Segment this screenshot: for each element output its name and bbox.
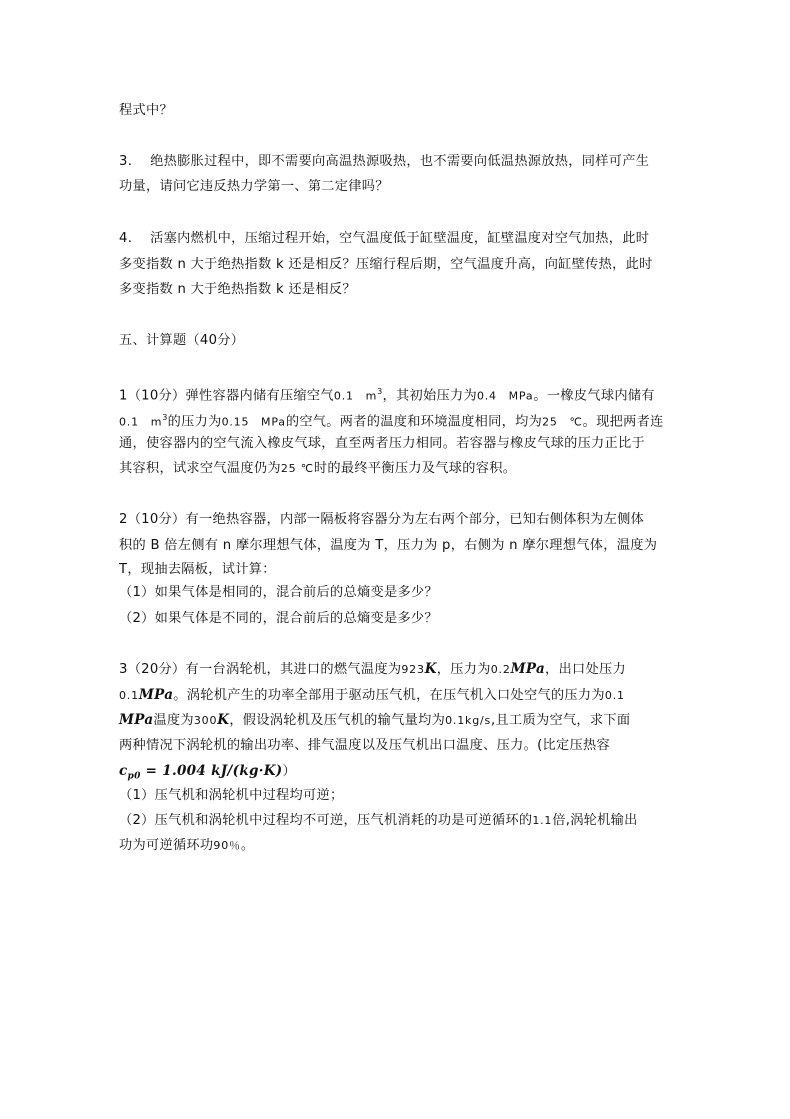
text: 4. 活塞内燃机中，压缩过程开始，空气温度低于缸壁温度，缸壁温度对空气加热，此时 (119, 231, 650, 246)
text: T，现抽去隔板，试计算： (119, 562, 276, 577)
continuation-line (119, 102, 173, 120)
text: 1（10分）弹性容器内储有压缩空气 (119, 388, 334, 404)
problem-3-item-2-line-2 (119, 837, 254, 855)
subscript: p0 (127, 771, 141, 782)
question-3-line-2 (119, 178, 389, 196)
text: 积的 B 倍左侧有 n 摩尔理想气体，温度为 T，压力为 p，右侧为 n 摩尔理想气体，温度为 (119, 538, 658, 553)
text: ） (282, 764, 296, 779)
text: 。一橡皮气球内储有 (533, 388, 655, 404)
text: （2）如果气体是不同的，混合前后的总熵变是多少？ (119, 611, 438, 626)
text: 多变指数 n 大于绝热指数 k 还是相反？压缩行程后期，空气温度升高，向缸壁传热，此时 (119, 257, 653, 272)
problem-2-line-3 (119, 561, 276, 579)
text: 五、计算题（40分） (119, 333, 245, 348)
value: 0.1 (604, 689, 625, 702)
text: （1）压气机和涡轮机中过程均可逆； (119, 788, 344, 803)
value: 923 (401, 663, 425, 676)
value: 0.1 m (119, 415, 163, 429)
unit: K (424, 661, 437, 677)
text: 的压力为 (167, 414, 222, 430)
text: ,且工质为空气，求下面 (491, 713, 631, 728)
question-4-line-2 (119, 256, 653, 274)
unit: MPa (119, 712, 154, 728)
text: 通，使容器内的空气流入橡皮气球，直至两者压力相同。若容器与橡皮气球的压力正比于 (119, 436, 646, 451)
problem-2-line-2 (119, 537, 657, 555)
unit: MPa (138, 687, 174, 703)
question-4-line-3 (119, 281, 356, 299)
value: 0.1 m (333, 389, 378, 403)
text: ，其初始压力为 (382, 388, 477, 404)
text: 2（10分）有一绝热容器，内部一隔板将容器分为左右两个部分，已知右侧体积为左侧体 (119, 512, 645, 527)
problem-3-item-2-line-1 (119, 812, 638, 830)
value: 0.1kg/s (445, 714, 492, 727)
problem-1-line-4 (119, 460, 516, 478)
superscript: 3 (377, 387, 383, 396)
text: 其容积，试求空气温度仍为 (119, 461, 281, 476)
question-3-line-1 (119, 153, 649, 171)
text: 。涡轮机产生的功率全部用于驱动压气机，在压气机入口处空气的压力为 (173, 688, 605, 703)
problem-3-line-2 (119, 686, 625, 705)
text: （1）如果气体是相同的，混合前后的总熵变是多少？ (119, 585, 438, 600)
problem-3-item-1 (119, 787, 344, 805)
text: 。 (240, 838, 255, 853)
unit: K (217, 712, 230, 728)
value: 25 ℃ (280, 462, 314, 475)
specific-heat-formula (119, 763, 283, 782)
text: 功为可逆循环功 (119, 838, 214, 853)
text: ，压力为 (436, 662, 491, 677)
text: ，出口处压力 (545, 662, 626, 677)
text: 温度为 (153, 713, 194, 728)
formula-value: = 1.004 kJ/(kg·K) (140, 763, 283, 779)
value: 1.1 (532, 814, 553, 827)
text: 多变指数 n 大于绝热指数 k 还是相反？ (119, 282, 356, 297)
value: 0.2 (490, 663, 511, 676)
text: 的空气。两者的温度和环境温度相同，均为 (285, 414, 543, 430)
problem-2-item-2 (119, 610, 438, 628)
symbol: c (119, 763, 128, 779)
value: 25 ℃ (542, 415, 583, 429)
problem-3-line-3 (119, 711, 630, 730)
text: 倍,涡轮机输出 (552, 813, 638, 828)
problem-1-line-1 (119, 383, 655, 405)
unit: MPa (510, 661, 546, 677)
value: 0.4 MPa (476, 389, 534, 403)
text: 功量，请问它违反热力学第一、第二定律吗？ (119, 179, 389, 194)
value: 90％ (213, 839, 241, 852)
superscript: 3 (162, 413, 168, 422)
problem-3-formula-line (119, 762, 296, 786)
problem-1-line-3 (119, 435, 645, 453)
text: （2）压气机和涡轮机中过程均不可逆，压气机消耗的功是可逆循环的 (119, 813, 533, 828)
problem-1-line-2 (119, 409, 664, 431)
text: 。现把两者连 (582, 414, 664, 430)
text: 程式中？ (119, 103, 173, 118)
text: 两种情况下涡轮机的输出功率、排气温度以及压气机出口温度、压力。(比定压热容 (119, 738, 610, 753)
question-4-line-1 (119, 230, 649, 248)
problem-2-line-1 (119, 511, 644, 529)
value: 0.1 (119, 689, 139, 702)
value: 0.15 MPa (221, 415, 286, 429)
problem-2-item-1 (119, 584, 438, 602)
problem-3-line-1 (119, 660, 626, 679)
text: 3（20分）有一台涡轮机，其进口的燃气温度为 (119, 662, 402, 677)
text: ，假设涡轮机及压气机的输气量均为 (229, 713, 446, 728)
text: 3. 绝热膨胀过程中，即不需要向高温热源吸热，也不需要向低温热源放热，同样可产生 (119, 154, 650, 169)
text: 时的最终平衡压力及气球的容积。 (313, 461, 517, 476)
section-title (119, 332, 244, 350)
value: 300 (193, 714, 218, 727)
problem-3-line-4 (119, 737, 610, 755)
